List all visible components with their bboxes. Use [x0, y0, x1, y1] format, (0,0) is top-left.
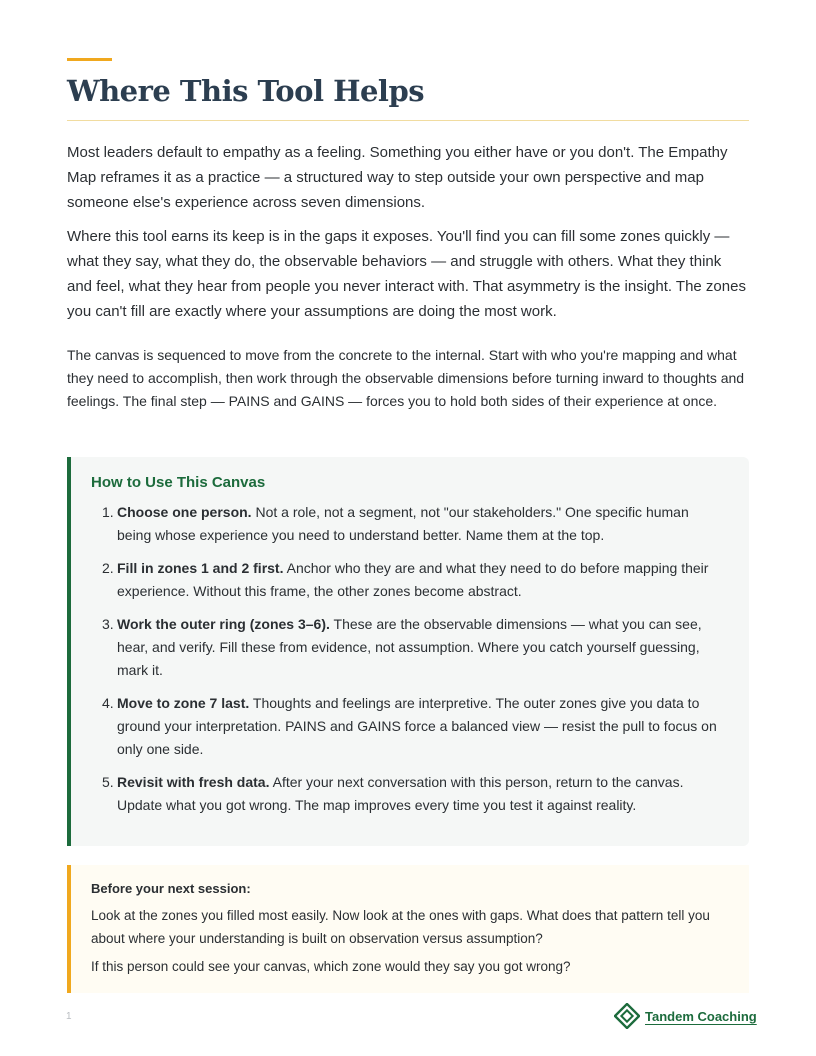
step-lead: Work the outer ring (zones 3–6). [117, 616, 330, 632]
step-number: 4. [102, 695, 114, 711]
how-to-step [91, 557, 725, 603]
title-accent-bar [67, 58, 112, 61]
how-to-steps [91, 501, 725, 817]
brand-name: Tandem Coaching [645, 1008, 757, 1024]
step-lead: Fill in zones 1 and 2 first. [117, 560, 284, 576]
step-number: 5. [102, 774, 114, 790]
diamond-logo-icon [614, 1003, 640, 1029]
how-to-step [91, 613, 725, 682]
title-divider [67, 120, 749, 121]
step-lead: Choose one person. [117, 504, 252, 520]
callout-paragraph: If this person could see your canvas, which zone would they say you got wrong? [91, 959, 571, 974]
step-text: These are the observable dimensions — what you can see, hear, and verify. Fill these from evidence, not assumption. Where you catch yourself guessing, mark it. [117, 616, 702, 678]
step-number: 2. [102, 560, 114, 576]
page-title: Where This Tool Helps [67, 74, 425, 108]
step-text: Anchor who they are and what they need to do before mapping their experience. Without this frame, the other zones become abstract. [117, 560, 709, 599]
how-to-step [91, 501, 725, 547]
step-text: After your next conversation with this person, return to the canvas. Update what you got wrong. The map improves every time you test it against reality. [117, 774, 684, 813]
intro-paragraph: Most leaders default to empathy as a feeling. Something you either have or you don't. The Empathy Map reframes it as a practice — a structured way to step outside your own perspective and map someone else's experience across seven dimensions. [67, 144, 728, 211]
step-text: Thoughts and feelings are interpretive. The outer zones give you data to ground your interpretation. PAINS and GAINS force a balanced view — resist the pull to focus on only one side. [117, 695, 717, 757]
next-session-callout [67, 865, 749, 993]
callout-title: Before your next session: [91, 881, 251, 896]
canvas-sequence-paragraph: The canvas is sequenced to move from the concrete to the internal. Start with who you're mapping and what they need to accomplish, then work through the observable dimensions before turning inward to thoughts and feelings. The final step — PAINS and GAINS — forces you to hold both sides of their experience at once. [67, 347, 745, 409]
page-number: 1 [66, 1011, 72, 1022]
step-lead: Move to zone 7 last. [117, 695, 250, 711]
intro-section [67, 140, 749, 333]
intro-paragraph: Where this tool earns its keep is in the gaps it exposes. You'll find you can fill some zones quickly — what they say, what they do, the observable behaviors — and struggle with others. What they think and feel, what they hear from people you never interact with. That asymmetry is the insight. The zones you can't fill are exactly where your assumptions are doing the most work. [67, 228, 746, 320]
step-number: 1. [102, 504, 114, 520]
step-number: 3. [102, 616, 114, 632]
brand-logo [614, 1003, 757, 1029]
how-to-use-box [67, 457, 749, 846]
how-to-step [91, 692, 725, 761]
callout-paragraph: Look at the zones you filled most easily. Now look at the ones with gaps. What does that pattern tell you about where your understanding is built on observation versus assumption? [91, 908, 710, 946]
how-to-title: How to Use This Canvas [91, 474, 266, 491]
how-to-step [91, 771, 725, 817]
step-text: Not a role, not a segment, not "our stakeholders." One specific human being whose experience you need to understand better. Name them at the top. [117, 504, 689, 543]
step-lead: Revisit with fresh data. [117, 774, 270, 790]
